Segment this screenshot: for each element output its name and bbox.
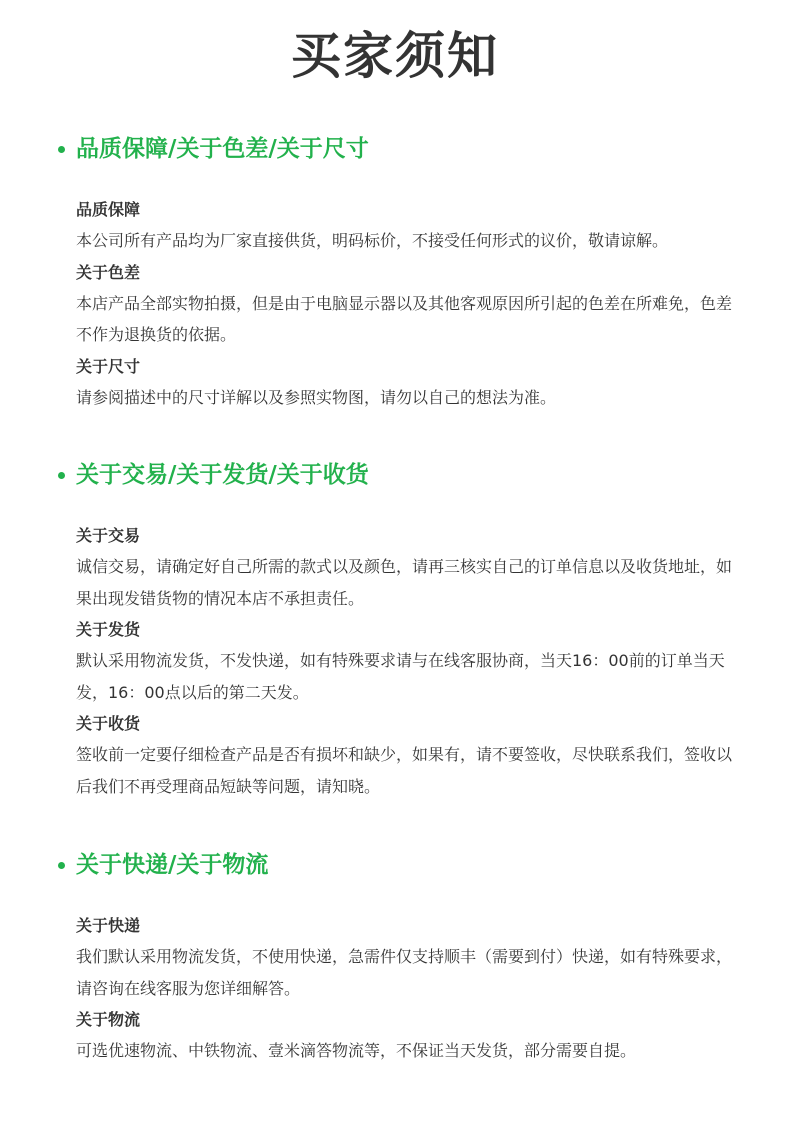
- section-header: [0, 458, 790, 492]
- section-title: 品质保障/关于色差/关于尺寸: [76, 136, 369, 162]
- item-body-logistics: 可选优速物流、中铁物流、壹米滴答物流等，不保证当天发货，部分需要自提。: [76, 1041, 637, 1060]
- item-title-trade: 关于交易: [76, 526, 141, 545]
- section-header: [0, 132, 790, 166]
- item-title-receipt: 关于收货: [76, 714, 141, 733]
- bullet-dot-icon: [58, 862, 65, 869]
- section-quality-color-size: [0, 132, 790, 407]
- item-body-size: 请参阅描述中的尺寸详解以及参照实物图，请勿以自己的想法为准。: [76, 387, 557, 407]
- bullet-dot-icon: [58, 472, 65, 479]
- item-body-trade: 诚信交易，请确定好自己所需的款式以及颜色，请再三核实自己的订单信息以及收货地址，如果出现发错货物的情况本店不承担责任。: [76, 557, 733, 608]
- section-header: [0, 848, 790, 882]
- section-express-logistics: [0, 848, 790, 1060]
- section-items: [76, 194, 736, 413]
- section-title: 关于快递/关于物流: [76, 852, 269, 878]
- bullet-dot-icon: [58, 146, 65, 153]
- item-body-receipt: 签收前一定要仔细检查产品是否有损坏和缺少，如果有，请不要签收，尽快联系我们，签收以后我们不再受理商品短缺等问题，请知晓。: [76, 745, 733, 796]
- item-title-logistics: 关于物流: [76, 1010, 141, 1029]
- section-title: 关于交易/关于发货/关于收货: [76, 462, 369, 488]
- item-body-color: 本店产品全部实物拍摄，但是由于电脑显示器以及其他客观原因所引起的色差在所难免，色差不作为退换货的依据。: [76, 293, 733, 344]
- item-body-quality: 本公司所有产品均为厂家直接供货，明码标价，不接受任何形式的议价，敬请谅解。: [76, 231, 669, 250]
- item-title-color: 关于色差: [76, 262, 141, 282]
- item-body-shipping: 默认采用物流发货，不发快递，如有特殊要求请与在线客服协商，当天16：00前的订单当天发，16：00点以后的第二天发。: [76, 651, 725, 702]
- item-title-quality: 品质保障: [76, 200, 141, 219]
- item-title-express: 关于快递: [76, 916, 141, 935]
- item-body-express: 我们默认采用物流发货，不使用快递，急需件仅支持顺丰（需要到付）快递，如有特殊要求，请咨询在线客服为您详细解答。: [76, 947, 733, 998]
- item-title-size: 关于尺寸: [76, 356, 141, 376]
- item-title-shipping: 关于发货: [76, 620, 141, 639]
- page-title: 买家须知: [291, 27, 499, 85]
- section-trade-shipping-receipt: [0, 458, 790, 796]
- section-items: [76, 520, 736, 802]
- section-items: [76, 910, 736, 1067]
